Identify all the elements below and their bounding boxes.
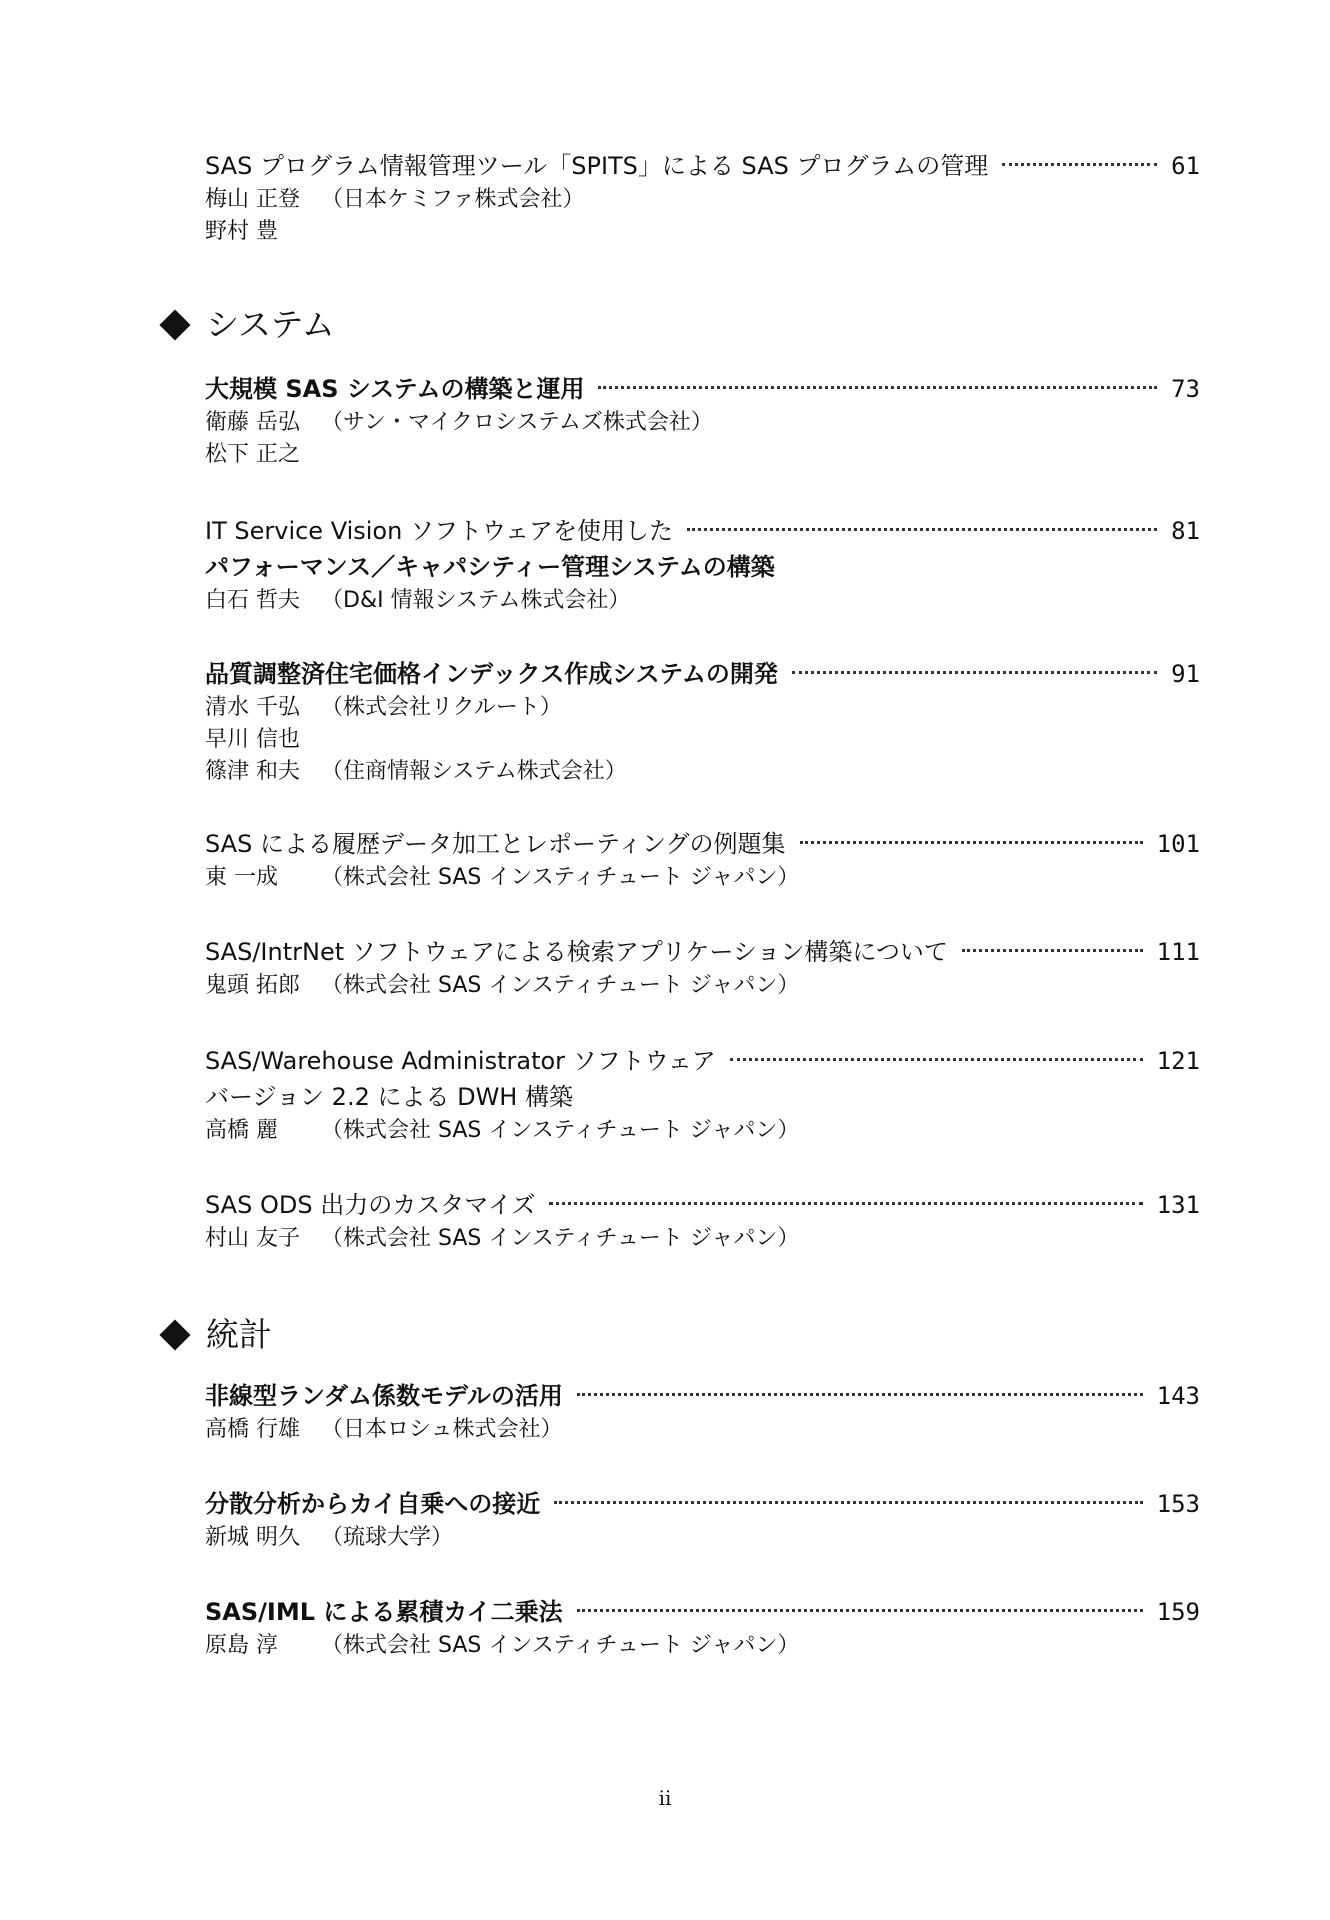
entry-page-number: 143 xyxy=(1156,1382,1200,1410)
diamond-bullet-icon xyxy=(159,1319,190,1350)
section-title: 統計 xyxy=(206,1315,272,1354)
entry-page-number: 159 xyxy=(1156,1598,1200,1626)
author-affiliation: （株式会社 SAS インスティチュート ジャパン） xyxy=(321,973,800,998)
author-line xyxy=(205,439,1200,471)
author-name: 篠津 和夫 xyxy=(205,759,300,784)
author-name: 清水 千弘 xyxy=(205,695,300,720)
toc-entry xyxy=(205,934,1200,1002)
author-affiliation: （株式会社リクルート） xyxy=(321,695,562,720)
entry-title: 非線型ランダム係数モデルの活用 xyxy=(205,1382,563,1410)
author-affiliation: （住商情報システム株式会社） xyxy=(321,759,627,784)
author-affiliation: （株式会社 SAS インスティチュート ジャパン） xyxy=(321,1633,800,1658)
author-line xyxy=(205,1115,1200,1147)
author-line xyxy=(205,1522,1200,1554)
author-name: 新城 明久 xyxy=(205,1525,300,1550)
entry-title: 品質調整済住宅価格インデックス作成システムの開発 xyxy=(205,660,778,688)
entry-page-number: 91 xyxy=(1171,660,1200,688)
author-name: 高橋 麗 xyxy=(205,1118,278,1143)
toc-entry xyxy=(205,826,1200,894)
author-line xyxy=(205,862,1200,894)
section-heading-system xyxy=(160,300,335,350)
author-line xyxy=(205,756,1200,788)
entry-page-number: 131 xyxy=(1156,1191,1200,1219)
entry-title-line[interactable] xyxy=(205,371,1200,407)
entry-title-line[interactable] xyxy=(205,1043,1200,1079)
dot-leader xyxy=(554,1501,1142,1504)
dot-leader xyxy=(962,949,1143,952)
author-line xyxy=(205,1630,1200,1662)
dot-leader xyxy=(577,1393,1143,1396)
dot-leader xyxy=(730,1058,1143,1061)
toc-entry xyxy=(205,1043,1200,1147)
author-affiliation: （株式会社 SAS インスティチュート ジャパン） xyxy=(321,1226,800,1251)
dot-leader xyxy=(577,1609,1143,1612)
toc-entry xyxy=(205,1486,1200,1554)
author-name: 白石 哲夫 xyxy=(205,588,300,613)
section-title: システム xyxy=(206,305,335,344)
author-name: 梅山 正登 xyxy=(205,187,300,212)
author-name: 野村 豊 xyxy=(205,219,278,244)
toc-entry xyxy=(205,1378,1200,1446)
author-line xyxy=(205,216,1200,248)
author-line xyxy=(205,184,1200,216)
entry-title: SAS/IntrNet ソフトウェアによる検索アプリケーション構築について xyxy=(205,938,948,966)
entry-title-line[interactable] xyxy=(205,148,1200,184)
author-line xyxy=(205,970,1200,1002)
entry-title: SAS ODS 出力のカスタマイズ xyxy=(205,1191,536,1219)
author-line xyxy=(205,585,1200,617)
entry-title-line[interactable] xyxy=(205,1486,1200,1522)
entry-title-line[interactable] xyxy=(205,513,1200,549)
page-footer-number: ii xyxy=(658,1786,672,1810)
entry-title: IT Service Vision ソフトウェアを使用した xyxy=(205,517,673,545)
author-name: 東 一成 xyxy=(205,865,278,890)
author-line xyxy=(205,1223,1200,1255)
dot-leader xyxy=(792,671,1157,674)
toc-entry xyxy=(205,1187,1200,1255)
entry-title: SAS/IML による累積カイ二乗法 xyxy=(205,1598,563,1626)
entry-title-line[interactable] xyxy=(205,656,1200,692)
entry-page-number: 61 xyxy=(1171,152,1200,180)
author-affiliation: （D&I 情報システム株式会社） xyxy=(321,588,631,613)
dot-leader xyxy=(687,528,1157,531)
author-affiliation: （株式会社 SAS インスティチュート ジャパン） xyxy=(321,1118,800,1143)
author-line xyxy=(205,692,1200,724)
author-name: 村山 友子 xyxy=(205,1226,300,1251)
author-name: 鬼頭 拓郎 xyxy=(205,973,300,998)
toc-entry xyxy=(205,148,1200,248)
author-affiliation: （日本ケミファ株式会社） xyxy=(321,187,585,212)
author-line xyxy=(205,724,1200,756)
author-name: 松下 正之 xyxy=(205,442,300,467)
toc-entry xyxy=(205,656,1200,788)
author-line xyxy=(205,407,1200,439)
dot-leader xyxy=(800,841,1143,844)
author-affiliation: （サン・マイクロシステムズ株式会社） xyxy=(321,410,713,435)
entry-title-continued: パフォーマンス／キャパシティー管理システムの構築 xyxy=(205,553,775,581)
author-name: 原島 淳 xyxy=(205,1633,278,1658)
author-affiliation: （琉球大学） xyxy=(321,1525,454,1550)
entry-page-number: 81 xyxy=(1171,517,1200,545)
author-line xyxy=(205,1414,1200,1446)
author-name: 早川 信也 xyxy=(205,727,300,752)
entry-title-line[interactable] xyxy=(205,826,1200,862)
toc-entry xyxy=(205,371,1200,471)
entry-title: SAS プログラム情報管理ツール「SPITS」による SAS プログラムの管理 xyxy=(205,152,989,180)
entry-title: SAS による履歴データ加工とレポーティングの例題集 xyxy=(205,830,786,858)
dot-leader xyxy=(598,386,1157,389)
entry-page-number: 73 xyxy=(1171,375,1200,403)
entry-title: 大規模 SAS システムの構築と運用 xyxy=(205,375,585,403)
entry-title-line[interactable] xyxy=(205,1187,1200,1223)
toc-entry xyxy=(205,1594,1200,1662)
entry-page-number: 101 xyxy=(1156,830,1200,858)
entry-page-number: 111 xyxy=(1156,938,1200,966)
entry-title-line[interactable] xyxy=(205,1378,1200,1414)
author-affiliation: （株式会社 SAS インスティチュート ジャパン） xyxy=(321,865,800,890)
entry-title-continued: バージョン 2.2 による DWH 構築 xyxy=(205,1083,573,1111)
author-affiliation: （日本ロシュ株式会社） xyxy=(321,1417,563,1442)
entry-page-number: 153 xyxy=(1156,1490,1200,1518)
diamond-bullet-icon xyxy=(159,309,190,340)
dot-leader xyxy=(1002,163,1157,166)
section-heading-statistics xyxy=(160,1310,272,1360)
entry-title: SAS/Warehouse Administrator ソフトウェア xyxy=(205,1047,716,1075)
entry-page-number: 121 xyxy=(1156,1047,1200,1075)
toc-entry xyxy=(205,513,1200,617)
entry-title: 分散分析からカイ自乗への接近 xyxy=(205,1490,541,1518)
dot-leader xyxy=(549,1202,1142,1205)
entry-title-line[interactable] xyxy=(205,934,1200,970)
author-name: 高橋 行雄 xyxy=(205,1417,300,1442)
entry-title-line[interactable] xyxy=(205,1594,1200,1630)
author-name: 衛藤 岳弘 xyxy=(205,410,300,435)
